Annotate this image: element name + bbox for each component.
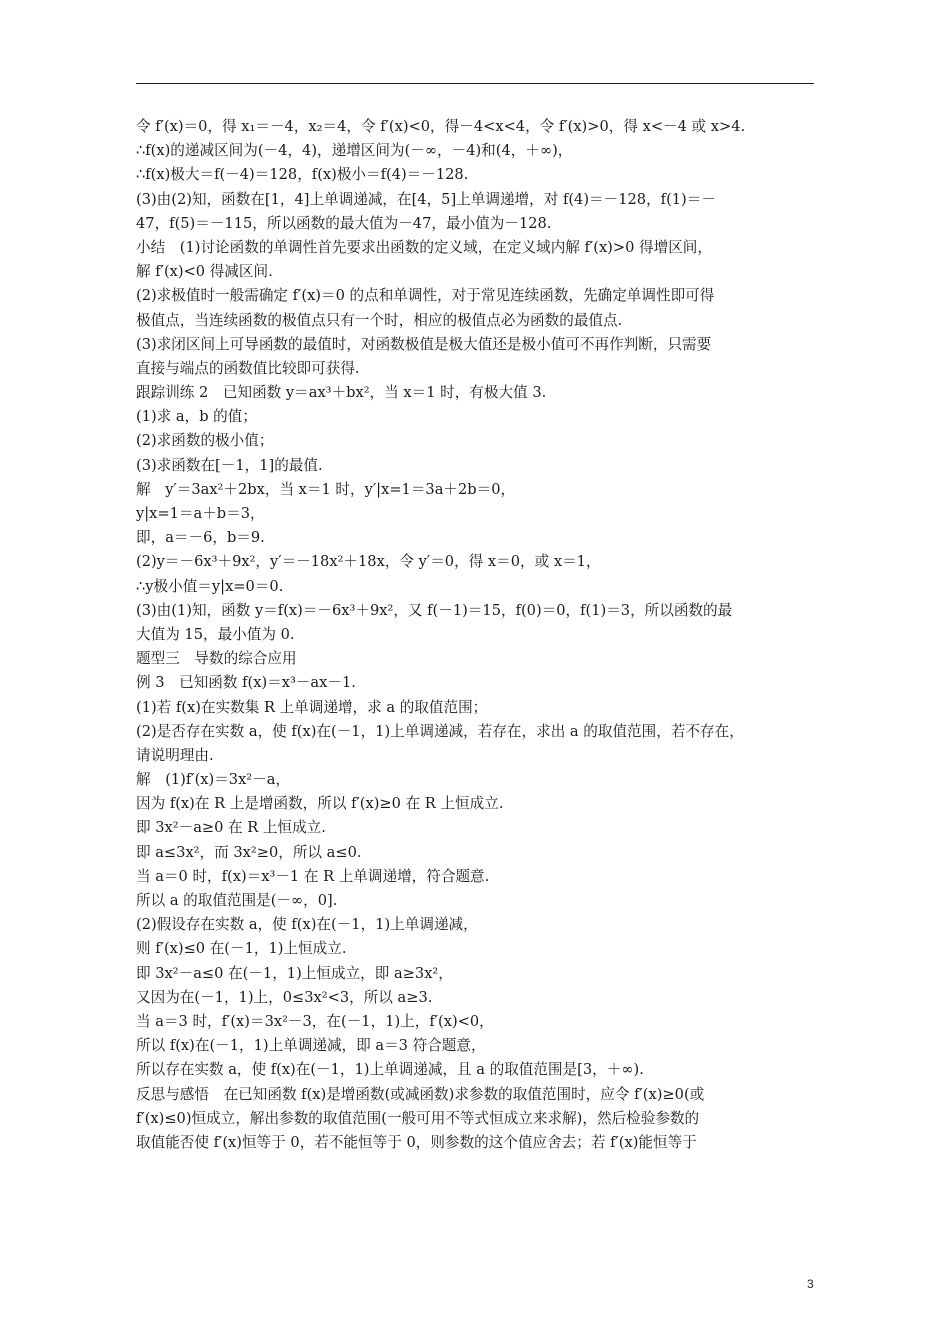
document-body [136,115,826,1155]
text-line: 令 f′(x)＝0，得 x₁＝－4，x₂＝4，令 f′(x)<0，得－4<x<4，令 f′(x)>0，得 x<－4 或 x>4. [136,118,746,135]
text-line: (2)求函数的极小值； [136,432,274,450]
text-line: 跟踪训练 2 已知函数 y＝ax³＋bx²，当 x＝1 时，有极大值 3. [136,384,547,402]
text-line: 当 a＝3 时，f′(x)＝3x²－3，在(－1，1)上，f′(x)<0， [136,1012,494,1030]
text-line: (2)y＝－6x³＋9x²，y′＝－18x²＋18x，令 y′＝0，得 x＝0，或 x＝1， [136,553,601,571]
text-line: 极值点，当连续函数的极值点只有一个时，相应的极值点必为函数的最值点. [136,311,623,329]
text-line: 47，f(5)＝－115，所以函数的最大值为－47，最小值为－128. [136,214,552,232]
text-line: (2)是否存在实数 a，使 f(x)在(－1，1)上单调递减，若存在，求出 a 的取值范围，若不存在， [136,722,744,740]
text-line: 所以存在实数 a，使 f(x)在(－1，1)上单调递减，且 a 的取值范围是[3，＋∞). [136,1061,644,1079]
text-line: (1)求 a，b 的值； [136,408,257,426]
text-line: 请说明理由. [136,746,214,764]
page-number: 3 [807,1277,814,1291]
text-line: 解 (1)f′(x)＝3x²－a， [136,771,291,789]
text-line: 直接与端点的函数值比较即可获得. [136,359,360,377]
text-line: 当 a＝0 时，f(x)＝x³－1 在 R 上单调递增，符合题意. [136,867,490,885]
text-line: (3)由(2)知，函数在[1，4]上单调递减，在[4，5]上单调递增，对 f(4)＝－128，f(1)＝－ [136,190,716,208]
header-rule [136,83,814,84]
text-line: 即 3x²－a≤0 在(－1，1)上恒成立，即 a≥3x²， [136,964,453,982]
text-line: ∴y极小值＝y|x=0＝0. [136,577,284,595]
text-line: ∴f(x)极大＝f(－4)＝128，f(x)极小＝f(4)＝－128. [136,166,469,184]
section-heading: 题型三 导数的综合应用 [136,650,297,668]
text-line: 小结 (1)讨论函数的单调性首先要求出函数的定义域，在定义域内解 f′(x)>0 得增区间， [136,238,712,256]
text-line: (2)求极值时一般需确定 f′(x)＝0 的点和单调性，对于常见连续函数，先确定单调性即可得 [136,287,715,305]
text-line: (3)由(1)知，函数 y＝f(x)＝－6x³＋9x²，又 f(－1)＝15，f(0)＝0，f(1)＝3，所以函数的最 [136,601,733,619]
text-line: (1)若 f(x)在实数集 R 上单调递增，求 a 的取值范围； [136,698,488,716]
text-line: 又因为在(－1，1)上，0≤3x²<3，所以 a≥3. [136,988,433,1006]
text-line: 所以 a 的取值范围是(－∞，0]. [136,892,338,909]
text-line: 即，a＝－6，b＝9. [136,529,265,547]
text-line: 反思与感悟 在已知函数 f(x)是增函数(或减函数)求参数的取值范围时，应令 f′(x)≥0(或 [136,1085,705,1103]
text-line: f′(x)≤0)恒成立，解出参数的取值范围(一般可用不等式恒成立来求解)，然后检验参数的 [136,1109,700,1127]
text-line: y|x=1＝a＋b＝3， [136,505,265,522]
text-line: 例 3 已知函数 f(x)＝x³－ax－1. [136,674,356,692]
text-line: 取值能否使 f′(x)恒等于 0，若不能恒等于 0，则参数的这个值应舍去；若 f′(x)能恒等于 [136,1133,697,1151]
text-line: 解 y′＝3ax²＋2bx，当 x＝1 时，y′|x=1＝3a＋2b＝0， [136,480,516,498]
text-line: 即 a≤3x²，而 3x²≥0，所以 a≤0. [136,843,362,861]
text-line: 即 3x²－a≥0 在 R 上恒成立. [136,819,326,837]
text-line: 大值为 15，最小值为 0. [136,625,295,643]
text-line: 所以 f(x)在(－1，1)上单调递减，即 a＝3 符合题意， [136,1037,486,1055]
text-line: 因为 f(x)在 R 上是增函数，所以 f′(x)≥0 在 R 上恒成立. [136,795,504,813]
text-line: 则 f′(x)≤0 在(－1，1)上恒成立. [136,940,347,958]
text-line: (3)求函数在[－1，1]的最值. [136,456,323,474]
text-line: (3)求闭区间上可导函数的最值时，对函数极值是极大值还是极小值可不再作判断，只需要 [136,335,712,353]
text-line: (2)假设存在实数 a，使 f(x)在(－1，1)上单调递减， [136,916,478,934]
text-line: 解 f′(x)<0 得减区间. [136,263,273,281]
text-line: ∴f(x)的递减区间为(－4，4)，递增区间为(－∞，－4)和(4，＋∞)， [136,142,573,160]
